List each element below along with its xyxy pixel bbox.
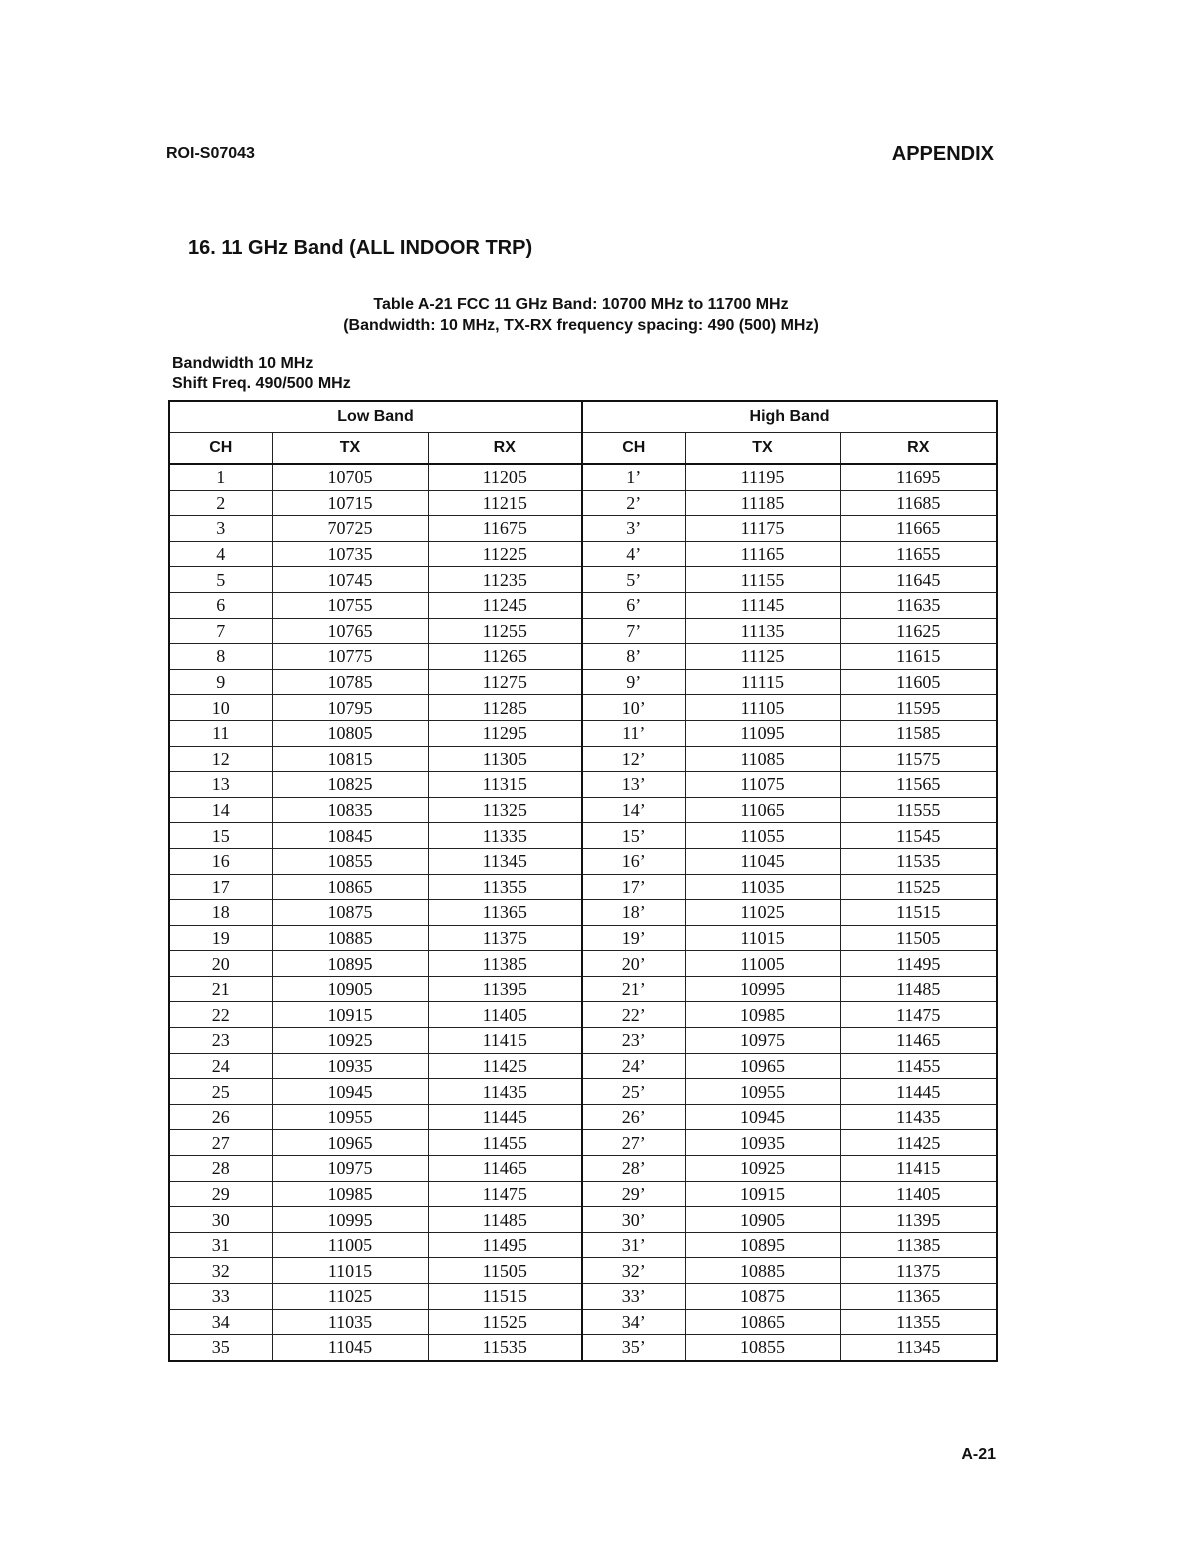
high-ch-cell: 13’: [582, 772, 685, 798]
table-row: [169, 1258, 997, 1284]
low-ch-cell: 19: [169, 925, 272, 951]
low-ch-cell: 32: [169, 1258, 272, 1284]
low-rx-cell: 11245: [428, 592, 582, 618]
high-ch-cell: 25’: [582, 1079, 685, 1105]
low-ch-cell: 21: [169, 976, 272, 1002]
low-ch-cell: 34: [169, 1309, 272, 1335]
low-tx-cell: 10985: [272, 1181, 428, 1207]
low-tx-cell: 10905: [272, 976, 428, 1002]
high-tx-cell: 11185: [685, 490, 840, 516]
low-tx-cell: 10825: [272, 772, 428, 798]
low-ch-cell: 30: [169, 1207, 272, 1233]
low-ch-cell: 15: [169, 823, 272, 849]
high-ch-cell: 21’: [582, 976, 685, 1002]
high-rx-cell: 11515: [840, 900, 997, 926]
table-row: [169, 464, 997, 490]
high-rx-cell: 11685: [840, 490, 997, 516]
low-tx-cell: 10975: [272, 1156, 428, 1182]
low-tx-cell: 10925: [272, 1028, 428, 1054]
low-ch-cell: 22: [169, 1002, 272, 1028]
column-header-high-tx: TX: [685, 433, 840, 465]
low-ch-cell: 5: [169, 567, 272, 593]
high-tx-cell: 11085: [685, 746, 840, 772]
table-row: [169, 1156, 997, 1182]
low-rx-cell: 11205: [428, 464, 582, 490]
low-ch-cell: 16: [169, 848, 272, 874]
low-rx-cell: 11445: [428, 1104, 582, 1130]
low-band-header: Low Band: [169, 401, 582, 433]
table-row: [169, 772, 997, 798]
table-row: [169, 1053, 997, 1079]
high-tx-cell: 10895: [685, 1232, 840, 1258]
high-tx-cell: 11195: [685, 464, 840, 490]
table-caption-title: Table A-21 FCC 11 GHz Band: 10700 MHz to 11700 MHz: [373, 296, 789, 313]
low-tx-cell: 10775: [272, 644, 428, 670]
low-rx-cell: 11465: [428, 1156, 582, 1182]
high-tx-cell: 11145: [685, 592, 840, 618]
low-tx-cell: 10885: [272, 925, 428, 951]
column-header-low-ch: CH: [169, 433, 272, 465]
table-row: [169, 1104, 997, 1130]
high-tx-cell: 10925: [685, 1156, 840, 1182]
table-row: [169, 848, 997, 874]
high-tx-cell: 10955: [685, 1079, 840, 1105]
table-body: [169, 464, 997, 1361]
high-tx-cell: 10865: [685, 1309, 840, 1335]
high-ch-cell: 5’: [582, 567, 685, 593]
low-rx-cell: 11255: [428, 618, 582, 644]
low-ch-cell: 8: [169, 644, 272, 670]
low-ch-cell: 13: [169, 772, 272, 798]
high-tx-cell: 11175: [685, 516, 840, 542]
low-ch-cell: 10: [169, 695, 272, 721]
low-ch-cell: 27: [169, 1130, 272, 1156]
high-tx-cell: 10965: [685, 1053, 840, 1079]
high-ch-cell: 1’: [582, 464, 685, 490]
section-name: APPENDIX: [891, 143, 994, 165]
high-rx-cell: 11445: [840, 1079, 997, 1105]
low-tx-cell: 10805: [272, 720, 428, 746]
low-rx-cell: 11275: [428, 669, 582, 695]
low-rx-cell: 11345: [428, 848, 582, 874]
high-tx-cell: 11125: [685, 644, 840, 670]
high-rx-cell: 11585: [840, 720, 997, 746]
high-ch-cell: 23’: [582, 1028, 685, 1054]
high-rx-cell: 11665: [840, 516, 997, 542]
high-rx-cell: 11355: [840, 1309, 997, 1335]
high-ch-cell: 27’: [582, 1130, 685, 1156]
low-tx-cell: 10875: [272, 900, 428, 926]
table-row: [169, 1232, 997, 1258]
table-row: [169, 516, 997, 542]
high-ch-cell: 12’: [582, 746, 685, 772]
low-rx-cell: 11475: [428, 1181, 582, 1207]
table-row: [169, 1130, 997, 1156]
low-ch-cell: 9: [169, 669, 272, 695]
high-ch-cell: 34’: [582, 1309, 685, 1335]
low-tx-cell: 11045: [272, 1335, 428, 1361]
high-rx-cell: 11645: [840, 567, 997, 593]
table-row: [169, 644, 997, 670]
section-heading: 16. 11 GHz Band (ALL INDOOR TRP): [188, 237, 533, 259]
low-ch-cell: 17: [169, 874, 272, 900]
high-rx-cell: 11595: [840, 695, 997, 721]
high-ch-cell: 29’: [582, 1181, 685, 1207]
low-tx-cell: 10735: [272, 541, 428, 567]
table-row: [169, 874, 997, 900]
table-row: [169, 669, 997, 695]
low-tx-cell: 11035: [272, 1309, 428, 1335]
high-ch-cell: 33’: [582, 1284, 685, 1310]
bandwidth-label: Bandwidth 10 MHz: [172, 355, 314, 372]
low-ch-cell: 2: [169, 490, 272, 516]
high-rx-cell: 11505: [840, 925, 997, 951]
low-rx-cell: 11385: [428, 951, 582, 977]
high-rx-cell: 11385: [840, 1232, 997, 1258]
high-ch-cell: 28’: [582, 1156, 685, 1182]
high-ch-cell: 14’: [582, 797, 685, 823]
high-rx-cell: 11495: [840, 951, 997, 977]
high-rx-cell: 11375: [840, 1258, 997, 1284]
low-rx-cell: 11325: [428, 797, 582, 823]
low-ch-cell: 18: [169, 900, 272, 926]
high-tx-cell: 11135: [685, 618, 840, 644]
high-rx-cell: 11525: [840, 874, 997, 900]
high-tx-cell: 11005: [685, 951, 840, 977]
table-row: [169, 618, 997, 644]
high-ch-cell: 15’: [582, 823, 685, 849]
low-rx-cell: 11675: [428, 516, 582, 542]
high-tx-cell: 10935: [685, 1130, 840, 1156]
table-caption-subtitle: (Bandwidth: 10 MHz, TX-RX frequency spacing: 490 (500) MHz): [343, 317, 819, 334]
high-ch-cell: 8’: [582, 644, 685, 670]
low-rx-cell: 11525: [428, 1309, 582, 1335]
low-ch-cell: 23: [169, 1028, 272, 1054]
high-rx-cell: 11485: [840, 976, 997, 1002]
low-tx-cell: 11005: [272, 1232, 428, 1258]
high-tx-cell: 11105: [685, 695, 840, 721]
band-header-row: [169, 401, 997, 433]
low-ch-cell: 29: [169, 1181, 272, 1207]
low-tx-cell: 10705: [272, 464, 428, 490]
low-rx-cell: 11485: [428, 1207, 582, 1233]
low-ch-cell: 33: [169, 1284, 272, 1310]
high-rx-cell: 11635: [840, 592, 997, 618]
low-ch-cell: 6: [169, 592, 272, 618]
high-ch-cell: 24’: [582, 1053, 685, 1079]
low-tx-cell: 11015: [272, 1258, 428, 1284]
low-tx-cell: 10785: [272, 669, 428, 695]
high-rx-cell: 11405: [840, 1181, 997, 1207]
high-rx-cell: 11555: [840, 797, 997, 823]
high-band-header: High Band: [582, 401, 997, 433]
high-tx-cell: 10915: [685, 1181, 840, 1207]
high-tx-cell: 10875: [685, 1284, 840, 1310]
high-rx-cell: 11695: [840, 464, 997, 490]
table-row: [169, 925, 997, 951]
low-rx-cell: 11235: [428, 567, 582, 593]
high-ch-cell: 2’: [582, 490, 685, 516]
high-rx-cell: 11365: [840, 1284, 997, 1310]
high-tx-cell: 11155: [685, 567, 840, 593]
low-tx-cell: 10865: [272, 874, 428, 900]
high-tx-cell: 10885: [685, 1258, 840, 1284]
low-ch-cell: 11: [169, 720, 272, 746]
low-ch-cell: 24: [169, 1053, 272, 1079]
low-rx-cell: 11425: [428, 1053, 582, 1079]
shift-frequency-label: Shift Freq. 490/500 MHz: [172, 375, 351, 392]
low-tx-cell: 10765: [272, 618, 428, 644]
low-tx-cell: 10835: [272, 797, 428, 823]
high-tx-cell: 11045: [685, 848, 840, 874]
table-row: [169, 823, 997, 849]
low-tx-cell: 10855: [272, 848, 428, 874]
low-rx-cell: 11495: [428, 1232, 582, 1258]
column-header-low-tx: TX: [272, 433, 428, 465]
high-rx-cell: 11435: [840, 1104, 997, 1130]
low-rx-cell: 11395: [428, 976, 582, 1002]
high-tx-cell: 11095: [685, 720, 840, 746]
low-ch-cell: 26: [169, 1104, 272, 1130]
low-rx-cell: 11285: [428, 695, 582, 721]
document-id: ROI-S07043: [166, 145, 255, 162]
low-tx-cell: 10955: [272, 1104, 428, 1130]
low-rx-cell: 11505: [428, 1258, 582, 1284]
high-tx-cell: 10945: [685, 1104, 840, 1130]
low-tx-cell: 10915: [272, 1002, 428, 1028]
frequency-table: [168, 400, 998, 1362]
table-row: [169, 541, 997, 567]
high-tx-cell: 10855: [685, 1335, 840, 1361]
high-tx-cell: 11115: [685, 669, 840, 695]
low-rx-cell: 11515: [428, 1284, 582, 1310]
low-tx-cell: 10945: [272, 1079, 428, 1105]
low-tx-cell: 10795: [272, 695, 428, 721]
high-rx-cell: 11475: [840, 1002, 997, 1028]
high-ch-cell: 7’: [582, 618, 685, 644]
table-row: [169, 1181, 997, 1207]
table-row: [169, 797, 997, 823]
low-rx-cell: 11295: [428, 720, 582, 746]
low-ch-cell: 3: [169, 516, 272, 542]
table-caption: [166, 294, 996, 336]
low-ch-cell: 20: [169, 951, 272, 977]
high-tx-cell: 11025: [685, 900, 840, 926]
high-rx-cell: 11655: [840, 541, 997, 567]
low-rx-cell: 11415: [428, 1028, 582, 1054]
high-ch-cell: 16’: [582, 848, 685, 874]
low-tx-cell: 10935: [272, 1053, 428, 1079]
high-rx-cell: 11605: [840, 669, 997, 695]
low-rx-cell: 11455: [428, 1130, 582, 1156]
low-ch-cell: 31: [169, 1232, 272, 1258]
high-ch-cell: 30’: [582, 1207, 685, 1233]
table-row: [169, 1028, 997, 1054]
high-ch-cell: 22’: [582, 1002, 685, 1028]
low-ch-cell: 35: [169, 1335, 272, 1361]
high-ch-cell: 32’: [582, 1258, 685, 1284]
high-tx-cell: 10975: [685, 1028, 840, 1054]
low-tx-cell: 10715: [272, 490, 428, 516]
high-rx-cell: 11465: [840, 1028, 997, 1054]
column-header-high-rx: RX: [840, 433, 997, 465]
low-rx-cell: 11435: [428, 1079, 582, 1105]
high-rx-cell: 11615: [840, 644, 997, 670]
table-row: [169, 976, 997, 1002]
high-ch-cell: 6’: [582, 592, 685, 618]
high-ch-cell: 26’: [582, 1104, 685, 1130]
high-tx-cell: 11035: [685, 874, 840, 900]
table-row: [169, 592, 997, 618]
high-rx-cell: 11565: [840, 772, 997, 798]
low-tx-cell: 10895: [272, 951, 428, 977]
table-row: [169, 1309, 997, 1335]
low-rx-cell: 11225: [428, 541, 582, 567]
low-tx-cell: 10845: [272, 823, 428, 849]
low-ch-cell: 12: [169, 746, 272, 772]
table-parameters: [172, 354, 351, 394]
high-ch-cell: 20’: [582, 951, 685, 977]
high-rx-cell: 11575: [840, 746, 997, 772]
low-rx-cell: 11315: [428, 772, 582, 798]
table-row: [169, 567, 997, 593]
high-ch-cell: 18’: [582, 900, 685, 926]
low-tx-cell: 11025: [272, 1284, 428, 1310]
low-rx-cell: 11305: [428, 746, 582, 772]
high-tx-cell: 11165: [685, 541, 840, 567]
low-ch-cell: 28: [169, 1156, 272, 1182]
high-ch-cell: 19’: [582, 925, 685, 951]
high-rx-cell: 11535: [840, 848, 997, 874]
low-tx-cell: 10755: [272, 592, 428, 618]
low-tx-cell: 10815: [272, 746, 428, 772]
low-tx-cell: 10995: [272, 1207, 428, 1233]
high-rx-cell: 11425: [840, 1130, 997, 1156]
table-row: [169, 720, 997, 746]
high-rx-cell: 11625: [840, 618, 997, 644]
high-rx-cell: 11345: [840, 1335, 997, 1361]
low-rx-cell: 11365: [428, 900, 582, 926]
column-header-row: [169, 433, 997, 465]
high-tx-cell: 10905: [685, 1207, 840, 1233]
low-rx-cell: 11375: [428, 925, 582, 951]
low-tx-cell: 10965: [272, 1130, 428, 1156]
high-tx-cell: 10985: [685, 1002, 840, 1028]
high-ch-cell: 11’: [582, 720, 685, 746]
high-tx-cell: 11055: [685, 823, 840, 849]
table-row: [169, 1079, 997, 1105]
low-rx-cell: 11355: [428, 874, 582, 900]
high-tx-cell: 11065: [685, 797, 840, 823]
high-tx-cell: 11075: [685, 772, 840, 798]
high-ch-cell: 31’: [582, 1232, 685, 1258]
high-rx-cell: 11455: [840, 1053, 997, 1079]
table-row: [169, 746, 997, 772]
high-ch-cell: 10’: [582, 695, 685, 721]
high-rx-cell: 11415: [840, 1156, 997, 1182]
low-tx-cell: 70725: [272, 516, 428, 542]
low-rx-cell: 11535: [428, 1335, 582, 1361]
table-row: [169, 900, 997, 926]
table-row: [169, 951, 997, 977]
low-tx-cell: 10745: [272, 567, 428, 593]
high-ch-cell: 17’: [582, 874, 685, 900]
low-rx-cell: 11265: [428, 644, 582, 670]
low-ch-cell: 25: [169, 1079, 272, 1105]
table-row: [169, 1002, 997, 1028]
low-ch-cell: 4: [169, 541, 272, 567]
low-rx-cell: 11405: [428, 1002, 582, 1028]
high-tx-cell: 10995: [685, 976, 840, 1002]
table-row: [169, 1207, 997, 1233]
low-ch-cell: 7: [169, 618, 272, 644]
column-header-high-ch: CH: [582, 433, 685, 465]
high-rx-cell: 11545: [840, 823, 997, 849]
high-ch-cell: 9’: [582, 669, 685, 695]
table-row: [169, 490, 997, 516]
column-header-low-rx: RX: [428, 433, 582, 465]
table-row: [169, 1284, 997, 1310]
page-number: A-21: [961, 1446, 996, 1463]
high-ch-cell: 3’: [582, 516, 685, 542]
high-rx-cell: 11395: [840, 1207, 997, 1233]
low-ch-cell: 1: [169, 464, 272, 490]
high-ch-cell: 35’: [582, 1335, 685, 1361]
low-rx-cell: 11335: [428, 823, 582, 849]
table-row: [169, 695, 997, 721]
high-ch-cell: 4’: [582, 541, 685, 567]
low-ch-cell: 14: [169, 797, 272, 823]
table-row: [169, 1335, 997, 1361]
low-rx-cell: 11215: [428, 490, 582, 516]
high-tx-cell: 11015: [685, 925, 840, 951]
